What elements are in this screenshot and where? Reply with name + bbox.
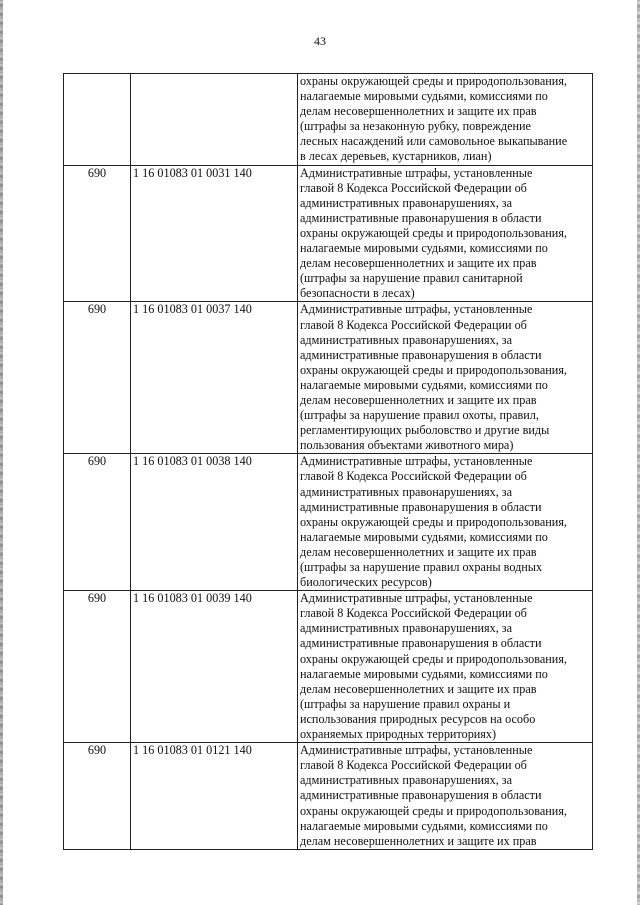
revenue-name-line: Административные штрафы, установленные [300, 591, 533, 606]
revenue-name-line: административные правонарушения в области [300, 499, 542, 514]
revenue-name-line: административных правонарушениях, за [300, 195, 513, 210]
revenue-name-line: (штрафы за нарушение правил охраны и [300, 696, 511, 711]
revenue-name-line: административные правонарушения в области [300, 788, 542, 803]
budget-classification-code-cell [131, 74, 298, 166]
revenue-name-cell [298, 743, 593, 850]
revenue-name-line: охраны окружающей среды и природопользования, [300, 362, 567, 377]
revenue-name-line: (штрафы за нарушение правил санитарной [300, 271, 523, 286]
revenue-name-cell [298, 591, 593, 743]
revenue-name-line: налагаемые мировыми судьями, комиссиями по [300, 666, 548, 681]
revenue-name-cell [298, 74, 593, 166]
revenue-name-line: делам несовершеннолетних и защите их прав [300, 392, 537, 407]
revenue-name-line: главой 8 Кодекса Российской Федерации об [300, 606, 527, 621]
table-row [64, 74, 593, 166]
revenue-name-line: лесных насаждений или самовольное выкапывание [300, 134, 568, 149]
revenue-name-line: охраны окружающей среды и природопользования, [300, 225, 567, 240]
revenue-name-line: делам несовершеннолетних и защите их прав [300, 104, 537, 119]
revenue-name-line: административных правонарушениях, за [300, 773, 513, 788]
admin-code-cell: 690 [64, 454, 131, 591]
revenue-name-line: регламентирующих рыболовство и другие виды [300, 423, 550, 438]
revenue-name-line: биологических ресурсов) [300, 575, 432, 590]
page-number: 43 [314, 34, 326, 48]
revenue-name-line: (штрафы за нарушение правил охраны водных [300, 560, 543, 574]
scan-edge-left [0, 0, 3, 905]
revenue-name-line: налагаемые мировыми судьями, комиссиями по [300, 818, 548, 833]
revenue-name-line: налагаемые мировыми судьями, комиссиями по [300, 89, 548, 104]
table-row [64, 454, 593, 591]
revenue-name-line: главой 8 Кодекса Российской Федерации об [300, 469, 527, 484]
revenue-name-cell [298, 454, 593, 591]
revenue-name-line: использования природных ресурсов на особо [300, 711, 536, 726]
admin-code-cell: 690 [64, 302, 131, 454]
admin-code-cell: 690 [64, 591, 131, 743]
revenue-name-line: безопасности в лесах) [300, 286, 415, 301]
revenue-name-line: (штрафы за нарушение правил охоты, правил, [300, 408, 539, 423]
budget-classification-code-cell: 1 16 01083 01 0039 140 [131, 591, 298, 743]
revenue-name-line: в лесах деревьев, кустарников, лиан) [300, 149, 492, 164]
table-row [64, 591, 593, 743]
admin-code-cell: 690 [64, 165, 131, 302]
revenue-name-line: административных правонарушениях, за [300, 332, 513, 347]
revenue-name-line: делам несовершеннолетних и защите их прав [300, 256, 537, 271]
revenue-name-line: делам несовершеннолетних и защите их прав [300, 681, 537, 696]
revenue-name-line: делам несовершеннолетних и защите их прав [300, 544, 537, 559]
revenue-name-line: налагаемые мировыми судьями, комиссиями по [300, 529, 548, 544]
revenue-name-line: главой 8 Кодекса Российской Федерации об [300, 317, 527, 332]
budget-classification-code-cell: 1 16 01083 01 0031 140 [131, 165, 298, 302]
revenue-name-line: административные правонарушения в области [300, 347, 542, 362]
revenue-name-line: налагаемые мировыми судьями, комиссиями по [300, 241, 548, 256]
revenue-name-line: (штрафы за незаконную рубку, повреждение [300, 119, 531, 134]
revenue-name-line: охраны окружающей среды и природопользования, [300, 651, 567, 666]
budget-code-table [63, 73, 593, 850]
revenue-name-line: охраняемых природных территориях) [300, 727, 497, 742]
table-row [64, 165, 593, 302]
revenue-name-line: Административные штрафы, установленные [300, 302, 533, 317]
revenue-name-line: Административные штрафы, установленные [300, 454, 533, 469]
revenue-name-cell [298, 302, 593, 454]
revenue-name-line: пользования объектами животного мира) [300, 438, 514, 453]
table-body [64, 74, 593, 850]
admin-code-cell: 690 [64, 743, 131, 850]
revenue-name-line: охраны окружающей среды и природопользования, [300, 803, 567, 818]
budget-classification-code-cell: 1 16 01083 01 0037 140 [131, 302, 298, 454]
revenue-name-line: главой 8 Кодекса Российской Федерации об [300, 180, 527, 195]
budget-classification-code-cell: 1 16 01083 01 0038 140 [131, 454, 298, 591]
revenue-name-line: административные правонарушения в области [300, 636, 542, 651]
revenue-name-line: административных правонарушениях, за [300, 484, 513, 499]
table-row [64, 743, 593, 850]
revenue-name-cell [298, 165, 593, 302]
revenue-name-line: Административные штрафы, установленные [300, 165, 533, 180]
revenue-name-line: административных правонарушениях, за [300, 621, 513, 636]
table-row [64, 302, 593, 454]
revenue-name-line: административные правонарушения в области [300, 210, 542, 225]
revenue-name-line: налагаемые мировыми судьями, комиссиями по [300, 377, 548, 392]
revenue-name-line: охраны окружающей среды и природопользования, [300, 514, 567, 529]
admin-code-cell [64, 74, 131, 166]
revenue-name-line: делам несовершеннолетних и защите их прав [300, 833, 537, 848]
revenue-name-line: охраны окружающей среды и природопользования, [300, 74, 567, 88]
revenue-name-line: Административные штрафы, установленные [300, 743, 533, 758]
budget-classification-code-cell: 1 16 01083 01 0121 140 [131, 743, 298, 850]
revenue-name-line: главой 8 Кодекса Российской Федерации об [300, 758, 527, 773]
